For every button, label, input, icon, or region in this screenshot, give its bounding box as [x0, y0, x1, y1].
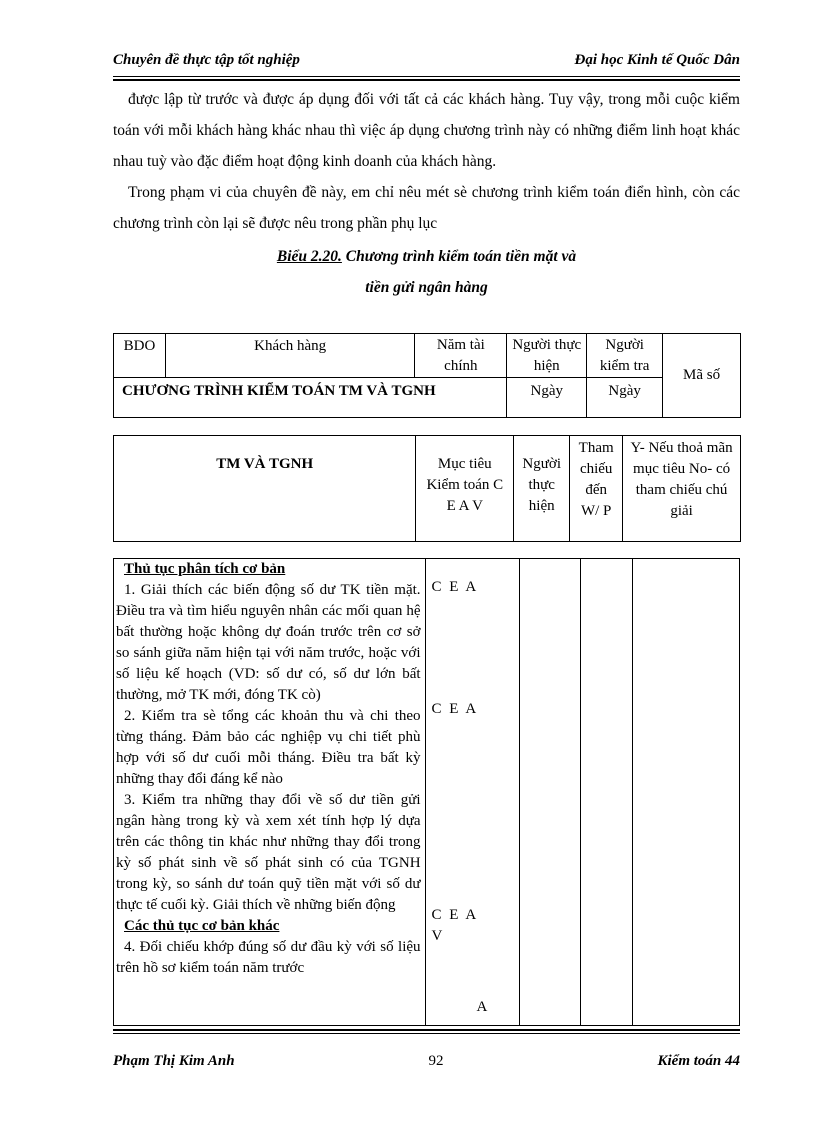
- paragraph-1: được lập từ trước và được áp dụng đối với tất cả các khách hàng. Tuy vậy, trong mỗi cuộc kiểm toán với mỗi khách hàng khác nhau thì việc áp dụng chương trình này có những điểm linh hoạt khác nhau tuỳ vào đặc điểm hoạt động kinh doanh của khách hàng.: [113, 91, 740, 170]
- objective-item-2: C E A: [431, 701, 479, 717]
- header-left: Chuyên đề thực tập tốt nghiệp: [113, 52, 300, 68]
- date-cell-1: Ngày: [507, 378, 587, 418]
- note-col-cell: [633, 559, 740, 1026]
- performer-col-cell: [520, 559, 581, 1026]
- header-right: Đại học Kinh tế Quốc Dân: [574, 52, 740, 68]
- procedure-item-3: 3. Kiểm tra những thay đổi về số dư tiền gửi ngân hàng trong kỳ và xem xét tính hợp lý dựa trên các thông tin khác như những thay đổi trong kỳ số phát sinh về số phát sinh có của TGNH trong kỳ, so sánh dư toán quỹ tiền mặt với số dư thực tế cuối kỳ. Giải thích về những biến động: [116, 792, 421, 913]
- footer-rule-thin: [113, 1033, 740, 1034]
- fiscal-year-cell: Năm tài chính: [415, 334, 507, 378]
- reference-col-cell: [581, 559, 633, 1026]
- procedure-item-1: 1. Giải thích các biến động số dư TK tiền mặt. Điều tra và tìm hiểu nguyên nhân các mối quan hệ bất thường hoặc không dự đoán trước trên cơ sở so sánh giữa năm hiện tại với năm trước, hoặc với số liệu kế hoạch (VD: số dư có, số dư lớn bất thường, mở TK mới, đóng TK cò): [116, 582, 421, 703]
- performer-heading: Người thực hiện: [514, 436, 570, 542]
- caption-line1: Chương trình kiểm toán tiền mặt và: [341, 248, 577, 265]
- objectives-cell: [425, 559, 520, 1026]
- info-table: [113, 333, 741, 418]
- objective-item-1: C E A: [431, 579, 479, 595]
- footer-rule-thick: [113, 1029, 740, 1031]
- caption-line2: tiền gửi ngân hàng: [365, 279, 488, 296]
- caption-label: Biểu 2.20.: [276, 248, 342, 265]
- section-other-procedures: Các thủ tục cơ bản khác: [124, 918, 280, 934]
- objective-item-4: A: [476, 999, 490, 1015]
- objective-heading: Mục tiêu Kiểm toán C E A V: [416, 436, 514, 542]
- program-cell: CHƯƠNG TRÌNH KIỂM TOÁN TM VÀ TGNH: [114, 378, 507, 418]
- footer-author: Phạm Thị Kim Anh: [113, 1053, 235, 1069]
- header-rule-thin: [113, 76, 740, 77]
- bdo-cell: BDO: [114, 334, 166, 378]
- columns-table: [113, 435, 741, 542]
- performer-cell: Người thực hiện: [507, 334, 587, 378]
- procedures-table: [113, 558, 740, 1026]
- objective-item-3a: C E A: [431, 907, 479, 923]
- table-caption: [113, 241, 740, 303]
- procedures-cell: [114, 559, 426, 1026]
- procedure-item-4: 4. Đối chiếu khớp đúng số dư đầu kỳ với số liệu trên hồ sơ kiểm toán năm trước: [116, 939, 421, 976]
- procedure-item-2: 2. Kiểm tra sè tổng các khoản thu và chi theo từng tháng. Đảm bảo các nghiệp vụ chi tiết phù hợp với số dư cuối mỗi tháng. Điều tra bất kỳ những thay đổi đáng kể nào: [116, 708, 421, 787]
- note-heading: Y- Nếu thoả mãn mục tiêu No- có tham chiếu chú giải: [623, 436, 741, 542]
- reviewer-cell: Người kiểm tra: [587, 334, 663, 378]
- page-number: 92: [428, 1053, 444, 1069]
- reference-heading: Tham chiếu đến W/ P: [570, 436, 623, 542]
- paragraph-2: Trong phạm vi của chuyên đề này, em chỉ nêu mét sè chương trình kiểm toán điển hình, còn các chương trình còn lại sẽ được nêu trong phần phụ lục: [113, 184, 740, 232]
- objective-item-3b: V: [431, 928, 445, 944]
- tm-tgnh-title: TM VÀ TGNH: [114, 436, 416, 542]
- client-cell: Khách hàng: [165, 334, 414, 378]
- header-rule-thick: [113, 79, 740, 81]
- date-cell-2: Ngày: [587, 378, 663, 418]
- section-basic-analysis: Thủ tục phân tích cơ bản: [124, 561, 286, 577]
- code-cell: Mã số: [663, 334, 741, 418]
- footer-class: Kiểm toán 44: [657, 1053, 740, 1069]
- body-text: [113, 84, 740, 239]
